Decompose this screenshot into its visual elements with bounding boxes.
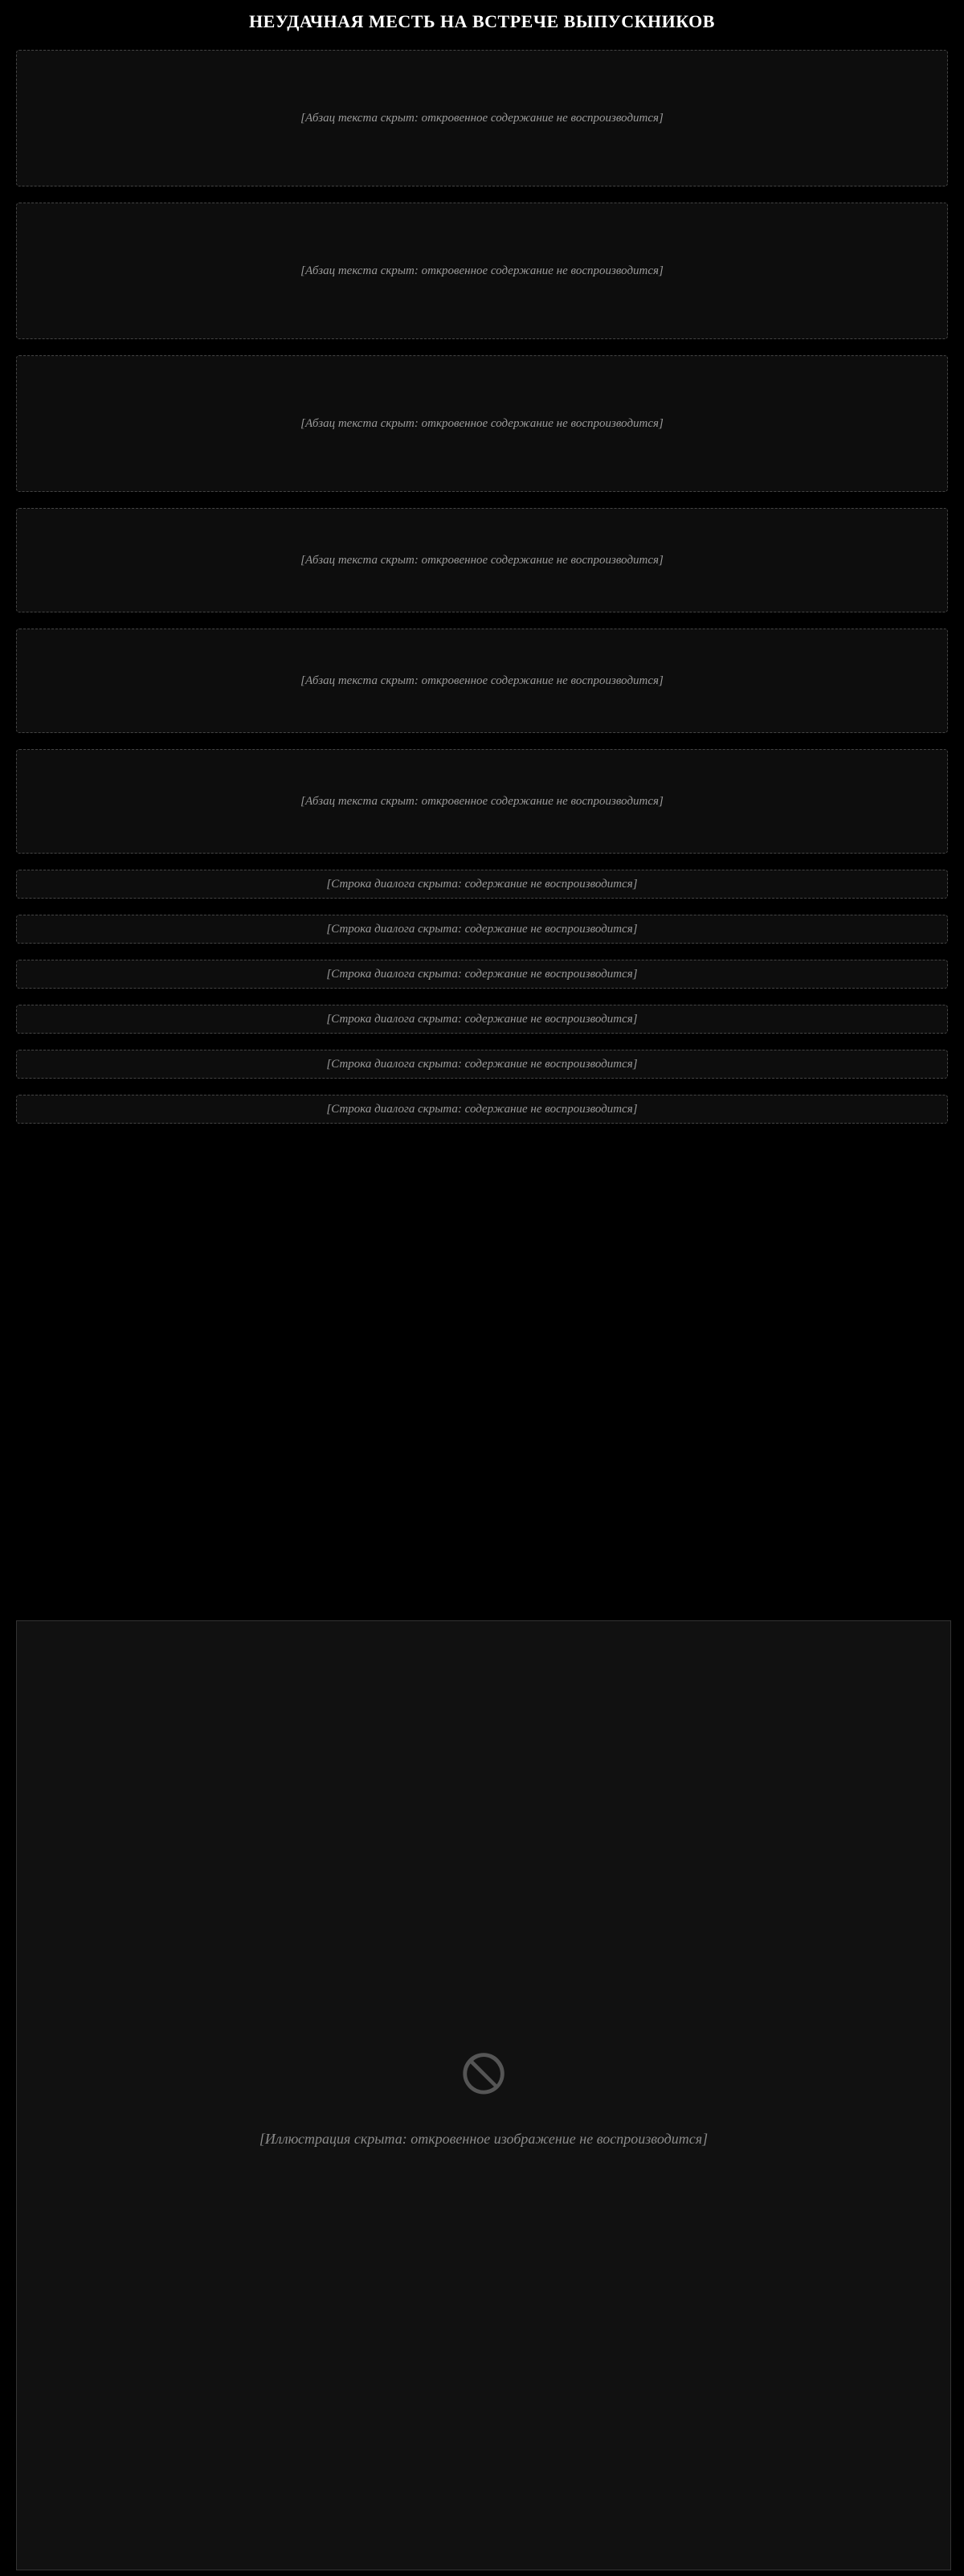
redacted-paragraph: [Абзац текста скрыт: откровенное содержание не воспроизводится]	[16, 355, 948, 492]
redacted-dialogue-line: [Строка диалога скрыта: содержание не воспроизводится]	[16, 1095, 948, 1124]
redacted-dialogue-line: [Строка диалога скрыта: содержание не воспроизводится]	[16, 1050, 948, 1079]
redacted-paragraph: [Абзац текста скрыт: откровенное содержание не воспроизводится]	[16, 50, 948, 186]
redacted-dialogue-line: [Строка диалога скрыта: содержание не воспроизводится]	[16, 1005, 948, 1034]
redacted-illustration	[16, 1620, 951, 2570]
redacted-paragraph: [Абзац текста скрыт: откровенное содержание не воспроизводится]	[16, 749, 948, 854]
blocked-content-icon: 🛇	[460, 2050, 507, 2102]
redacted-paragraph: [Абзац текста скрыт: откровенное содержание не воспроизводится]	[16, 629, 948, 733]
redacted-dialogue-line: [Строка диалога скрыта: содержание не воспроизводится]	[16, 870, 948, 899]
image-redaction-label: [Иллюстрация скрыта: откровенное изображение не воспроизводится]	[259, 2131, 709, 2147]
story-text-region	[16, 50, 948, 1609]
page-title: НЕУДАЧНАЯ МЕСТЬ НА ВСТРЕЧЕ ВЫПУСКНИКОВ	[249, 11, 715, 31]
redacted-dialogue-line: [Строка диалога скрыта: содержание не воспроизводится]	[16, 915, 948, 944]
redacted-dialogue-line: [Строка диалога скрыта: содержание не воспроизводится]	[16, 960, 948, 989]
redacted-paragraph: [Абзац текста скрыт: откровенное содержание не воспроизводится]	[16, 508, 948, 612]
redacted-paragraph: [Абзац текста скрыт: откровенное содержание не воспроизводится]	[16, 203, 948, 339]
